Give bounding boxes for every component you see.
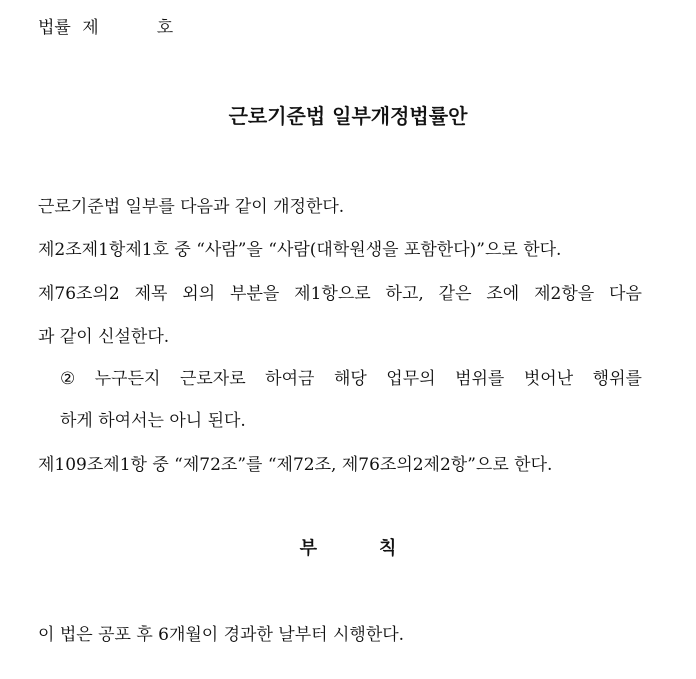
word: 누구든지 xyxy=(94,369,161,389)
word: 다음 xyxy=(609,284,642,304)
word: 제목 xyxy=(134,284,168,304)
amendment-article-2: 제2조제1항제1호 중 “사람”을 “사람(대학원생을 포함한다)”으로 한다. xyxy=(38,240,562,260)
word: 근로자로 xyxy=(179,369,246,389)
word: ② xyxy=(60,369,76,389)
law-number-suffix: 호 xyxy=(156,18,174,38)
word: 해당 xyxy=(333,369,367,389)
law-number-prefix: 제 xyxy=(82,18,99,38)
word: 업무의 xyxy=(386,369,436,389)
law-label: 법률 xyxy=(38,18,71,38)
word: 제1항으로 xyxy=(294,284,371,304)
amendment-article-76-2-line-1 xyxy=(38,283,642,305)
law-number-line xyxy=(38,17,173,39)
bill-title: 근로기준법 일부개정법률안 xyxy=(228,104,468,128)
word: 제76조의2 xyxy=(38,284,120,304)
word: 같은 xyxy=(438,284,472,304)
addenda-title-char-1: 부 xyxy=(299,538,317,559)
word: 조에 xyxy=(486,284,520,304)
word: 외의 xyxy=(182,284,216,304)
addenda-text: 이 법은 공포 후 6개월이 경과한 날부터 시행한다. xyxy=(38,625,405,645)
amendment-article-109: 제109조제1항 중 “제72조”를 “제72조, 제76조의2제2항”으로 한다. xyxy=(38,455,553,475)
word: 부분을 xyxy=(230,284,280,304)
word: 벗어난 xyxy=(523,369,574,389)
addenda-title xyxy=(0,537,696,561)
word: 하여금 xyxy=(265,369,315,389)
intro-paragraph: 근로기준법 일부를 다음과 같이 개정한다. xyxy=(38,197,345,217)
word: 행위를 xyxy=(592,369,642,389)
word: 범위를 xyxy=(455,369,505,389)
new-clause-2-line-2: 하게 하여서는 아니 된다. xyxy=(60,411,246,431)
amendment-article-76-2-line-2: 과 같이 신설한다. xyxy=(38,327,170,347)
word: 하고, xyxy=(385,284,424,304)
addenda-title-char-2: 칙 xyxy=(379,538,397,559)
new-clause-2-line-1 xyxy=(60,368,642,390)
word: 제2항을 xyxy=(534,284,595,304)
